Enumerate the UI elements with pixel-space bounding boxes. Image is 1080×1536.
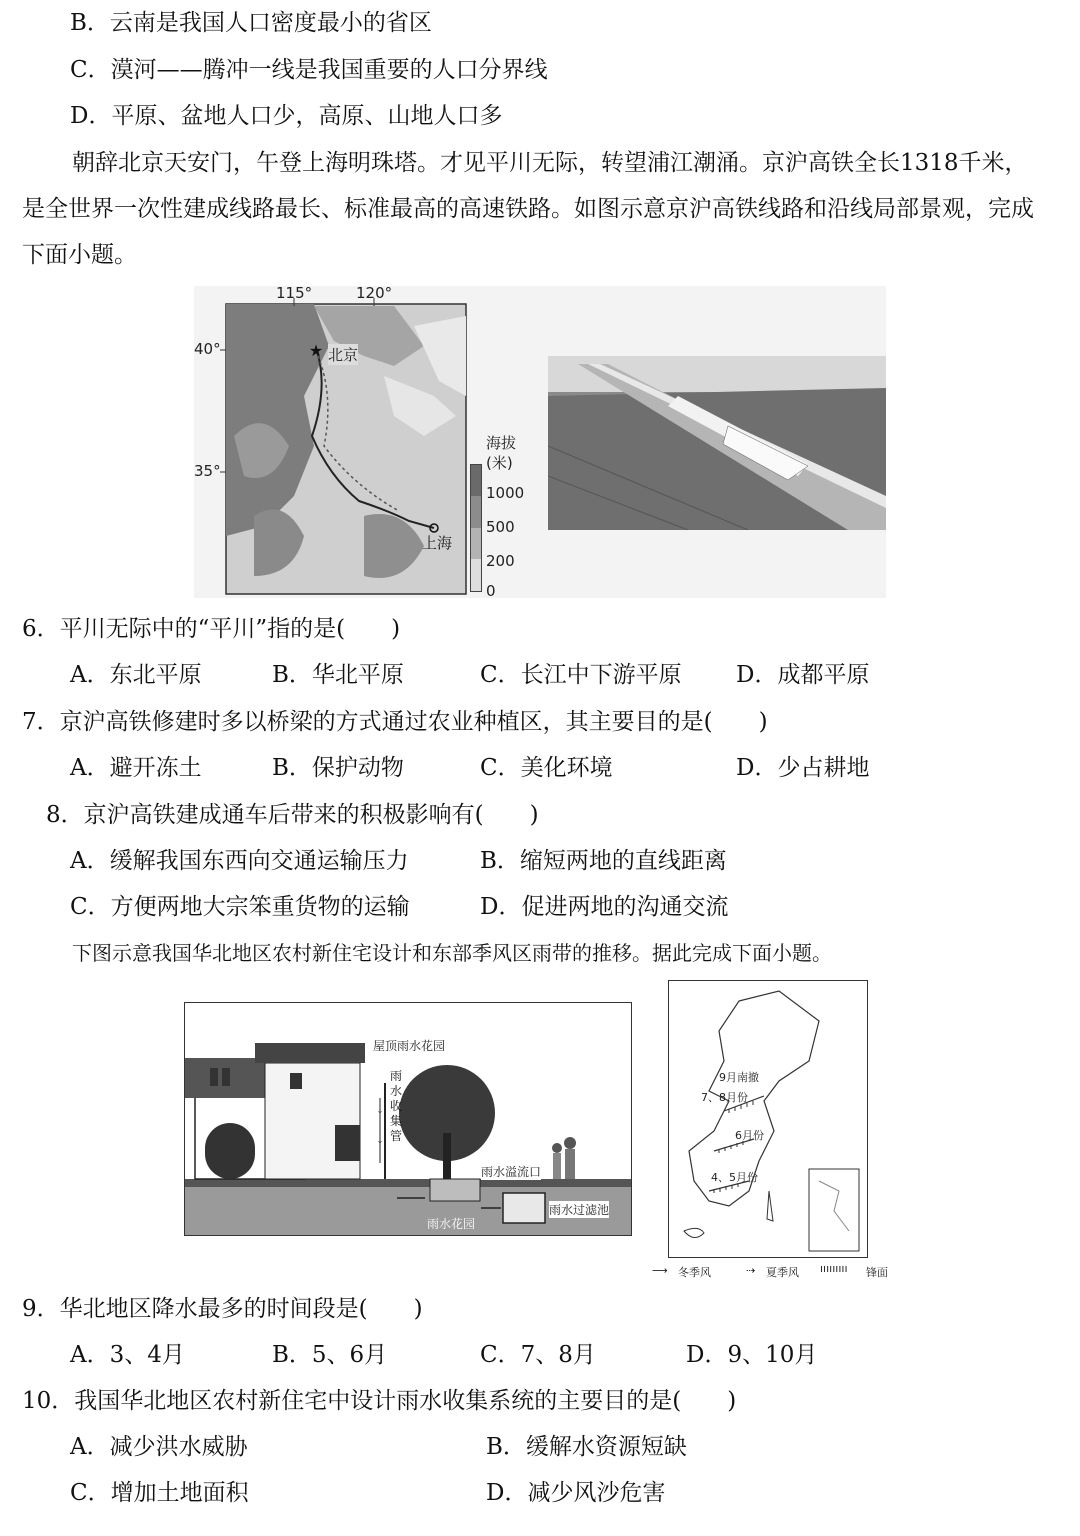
apr-may-label: 4、5月份	[711, 1171, 758, 1184]
q9-stem: 9．华北地区降水最多的时间段是( )	[22, 1296, 423, 1322]
legend-color-scale	[470, 464, 482, 592]
legend-val-0: 0	[486, 582, 496, 598]
legend-front-line: ııııııııı	[820, 1262, 848, 1275]
q9-option-c[interactable]: C．7、8月	[480, 1342, 596, 1368]
legend-summer: 夏季风	[766, 1266, 799, 1279]
q10-option-c[interactable]: C．增加土地面积	[70, 1480, 249, 1506]
svg-text:↓: ↓	[374, 1102, 386, 1116]
pipe-char-4: 集	[390, 1114, 403, 1128]
pipe-char-3: 收	[390, 1099, 403, 1113]
q6-stem: 6．平川无际中的“平川”指的是( )	[22, 616, 401, 642]
lon-115: 115°	[276, 286, 313, 302]
roof-garden-label: 屋顶雨水花园	[373, 1039, 446, 1053]
q7-stem: 7．京沪高铁修建时多以桥梁的方式通过农业种植区，其主要目的是( )	[22, 709, 768, 735]
train-photo	[548, 356, 886, 530]
legend-winter-arrow: ⟶	[652, 1264, 668, 1277]
q6-option-c[interactable]: C．长江中下游平原	[480, 662, 682, 688]
q6-option-b[interactable]: B．华北平原	[272, 662, 404, 688]
legend-front: 锋面	[866, 1266, 888, 1279]
legend-val-200: 200	[486, 552, 515, 570]
q9-option-b[interactable]: B．5、6月	[272, 1342, 388, 1368]
house-diagram-figure	[184, 1002, 632, 1236]
terrain-map-figure	[194, 286, 886, 598]
q10-stem: 10．我国华北地区农村新住宅中设计雨水收集系统的主要目的是( )	[22, 1388, 737, 1414]
q8-option-d[interactable]: D．促进两地的沟通交流	[480, 894, 729, 920]
q8-stem: 8．京沪高铁建成通车后带来的积极影响有( )	[46, 802, 539, 828]
q8-option-c[interactable]: C．方便两地大宗笨重货物的运输	[70, 894, 410, 920]
q8-option-a[interactable]: A．缓解我国东西向交通运输压力	[70, 848, 409, 874]
lat-40: 40°	[194, 340, 221, 358]
passage2: 下图示意我国华北地区农村新住宅设计和东部季风区雨带的推移。据此完成下面小题。	[72, 941, 832, 965]
q6-option-a[interactable]: A．东北平原	[70, 662, 202, 688]
q7-option-b[interactable]: B．保护动物	[272, 755, 404, 781]
lat-35: 35°	[194, 462, 221, 480]
q7-option-d[interactable]: D．少占耕地	[736, 755, 870, 781]
beijing-label: 北京	[328, 346, 359, 364]
pipe-char-1: 雨	[390, 1069, 403, 1083]
q8-option-b[interactable]: B．缩短两地的直线距离	[480, 848, 727, 874]
sep-retreat-label: 9月南撤	[719, 1071, 759, 1084]
q9-option-a[interactable]: A．3、4月	[70, 1342, 185, 1368]
q7-option-a[interactable]: A．避开冻土	[70, 755, 202, 781]
q10-option-a[interactable]: A．减少洪水威胁	[70, 1434, 248, 1460]
beijing-star-icon: ★	[308, 341, 324, 360]
garden-label: 雨水花园	[427, 1217, 476, 1231]
q10-option-d[interactable]: D．减少风沙危害	[486, 1480, 666, 1506]
pipe-char-5: 管	[390, 1129, 403, 1143]
filter-label: 雨水过滤池	[549, 1203, 610, 1217]
shanghai-label: 上海	[422, 534, 453, 552]
jun-label: 6月份	[735, 1129, 764, 1142]
legend-winter: 冬季风	[678, 1266, 711, 1279]
legend-val-500: 500	[486, 518, 515, 536]
rainbelt-legend	[652, 1262, 892, 1282]
svg-text:↓: ↓	[374, 1132, 386, 1146]
rainbelt-map-figure	[668, 980, 868, 1258]
q10-option-b[interactable]: B．缓解水资源短缺	[486, 1434, 687, 1460]
q6-option-d[interactable]: D．成都平原	[736, 662, 870, 688]
pipe-char-2: 水	[390, 1084, 403, 1098]
lon-120: 120°	[356, 286, 393, 302]
q7-option-c[interactable]: C．美化环境	[480, 755, 613, 781]
option-d-prev: D．平原、盆地人口少，高原、山地人口多	[70, 103, 503, 129]
legend-title-altitude: 海拔	[486, 434, 517, 452]
option-c-prev: C．漠河——腾冲一线是我国重要的人口分界线	[70, 57, 548, 83]
legend-val-1000: 1000	[486, 484, 525, 502]
option-b-prev: B．云南是我国人口密度最小的省区	[70, 10, 432, 36]
overflow-label: 雨水溢流口	[481, 1165, 542, 1179]
rainbelt-map	[669, 981, 867, 1257]
legend-summer-arrow: ⇢	[746, 1264, 756, 1277]
q9-option-d[interactable]: D．9、10月	[686, 1342, 818, 1368]
jul-aug-label: 7、8月份	[701, 1091, 748, 1104]
passage1-line3: 下面小题。	[22, 242, 137, 268]
passage1-line1: 朝辞北京天安门，午登上海明珠塔。才见平川无际，转望浦江潮涌。京沪高铁全长1318千米，	[72, 150, 1028, 176]
legend-title-unit: (米)	[486, 454, 513, 472]
passage1-line2: 是全世界一次性建成线路最长、标准最高的高速铁路。如图示意京沪高铁线路和沿线局部景观，完成	[22, 196, 1034, 222]
pipe-label	[390, 1069, 404, 1144]
